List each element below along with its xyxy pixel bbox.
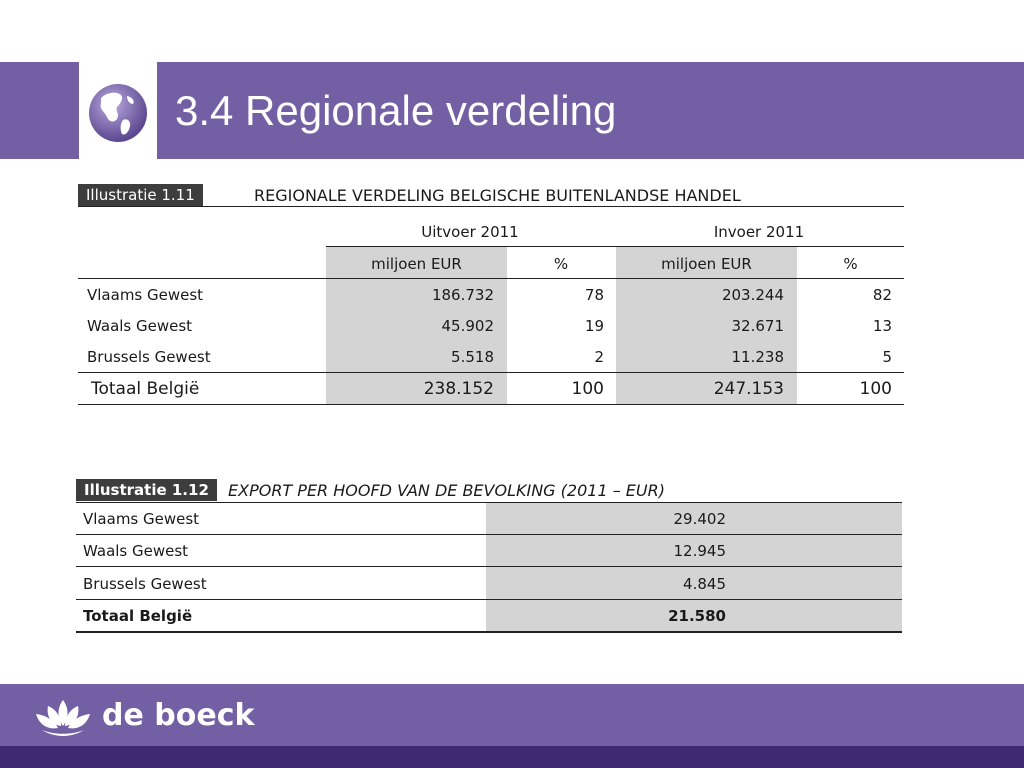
globe-icon [87, 82, 149, 144]
table1-total-export-eur: 238.152 [423, 379, 494, 399]
globe-icon-box [79, 62, 157, 159]
table1-row1-import-eur: 203.244 [721, 286, 784, 304]
table1-row2-export-pct: 19 [584, 317, 604, 335]
table2-row1-value: 29.402 [673, 510, 726, 528]
table2-row2-value: 12.945 [673, 542, 726, 560]
table1-row1-import-pct: 82 [872, 286, 892, 304]
table1-subheader-rule [78, 278, 904, 279]
table1-total-region: Totaal België [91, 379, 200, 399]
table1-total-import-pct: 100 [859, 379, 892, 399]
table1-row3-export-pct: 2 [594, 348, 604, 366]
table1-label: Illustratie 1.11 [78, 184, 203, 206]
table1-row3-import-pct: 5 [882, 348, 892, 366]
table2-row2-rule [76, 566, 902, 567]
table2-total-region: Totaal België [83, 607, 193, 625]
table1-row3-export-eur: 5.518 [451, 348, 494, 366]
table2-label: Illustratie 1.12 [76, 479, 217, 501]
table1-subheader-import-pct: % [843, 255, 858, 273]
table1-row2-import-pct: 13 [872, 317, 892, 335]
table1-row1-export-pct: 78 [584, 286, 604, 304]
table2-title: EXPORT PER HOOFD VAN DE BEVOLKING (2011 – EUR) [228, 481, 665, 500]
table1-row2-region: Waals Gewest [87, 317, 193, 335]
table1-bottom-rule [78, 404, 904, 405]
table2-row3-rule [76, 599, 902, 600]
table2-row1-region: Vlaams Gewest [83, 510, 200, 528]
table2-row3-value: 4.845 [683, 575, 726, 593]
table1-row1-region: Vlaams Gewest [87, 286, 204, 304]
table1-row3-import-eur: 11.238 [731, 348, 784, 366]
table1-row2-export-eur: 45.902 [441, 317, 494, 335]
page-title: 3.4 Regionale verdeling [175, 87, 617, 134]
table1-row3-region: Brussels Gewest [87, 348, 211, 366]
footer-strip [0, 746, 1024, 768]
lotus-icon [34, 696, 92, 736]
table1-top-rule [78, 206, 904, 207]
table2-total-value: 21.580 [668, 607, 726, 625]
table1-title: REGIONALE VERDELING BELGISCHE BUITENLANDSE HANDEL [254, 186, 741, 205]
table1-row2-import-eur: 32.671 [731, 317, 784, 335]
table2-bottom-rule [76, 631, 902, 633]
table2-row3-region: Brussels Gewest [83, 575, 207, 593]
brand-name: de boeck [102, 698, 255, 733]
table1-total-rule [78, 372, 904, 373]
table1-export-header: Uitvoer 2011 [421, 223, 519, 241]
table1-import-header: Invoer 2011 [713, 223, 805, 241]
table1-subheader-export-eur: miljoen EUR [371, 255, 462, 273]
table1-total-import-eur: 247.153 [713, 379, 784, 399]
table1-row1-export-eur: 186.732 [431, 286, 494, 304]
table1-subheader-export-pct: % [553, 255, 569, 273]
table1-total-export-pct: 100 [571, 379, 604, 399]
table2-row2-region: Waals Gewest [83, 542, 189, 560]
table2-row1-rule [76, 534, 902, 535]
table1-subheader-import-eur: miljoen EUR [661, 255, 752, 273]
